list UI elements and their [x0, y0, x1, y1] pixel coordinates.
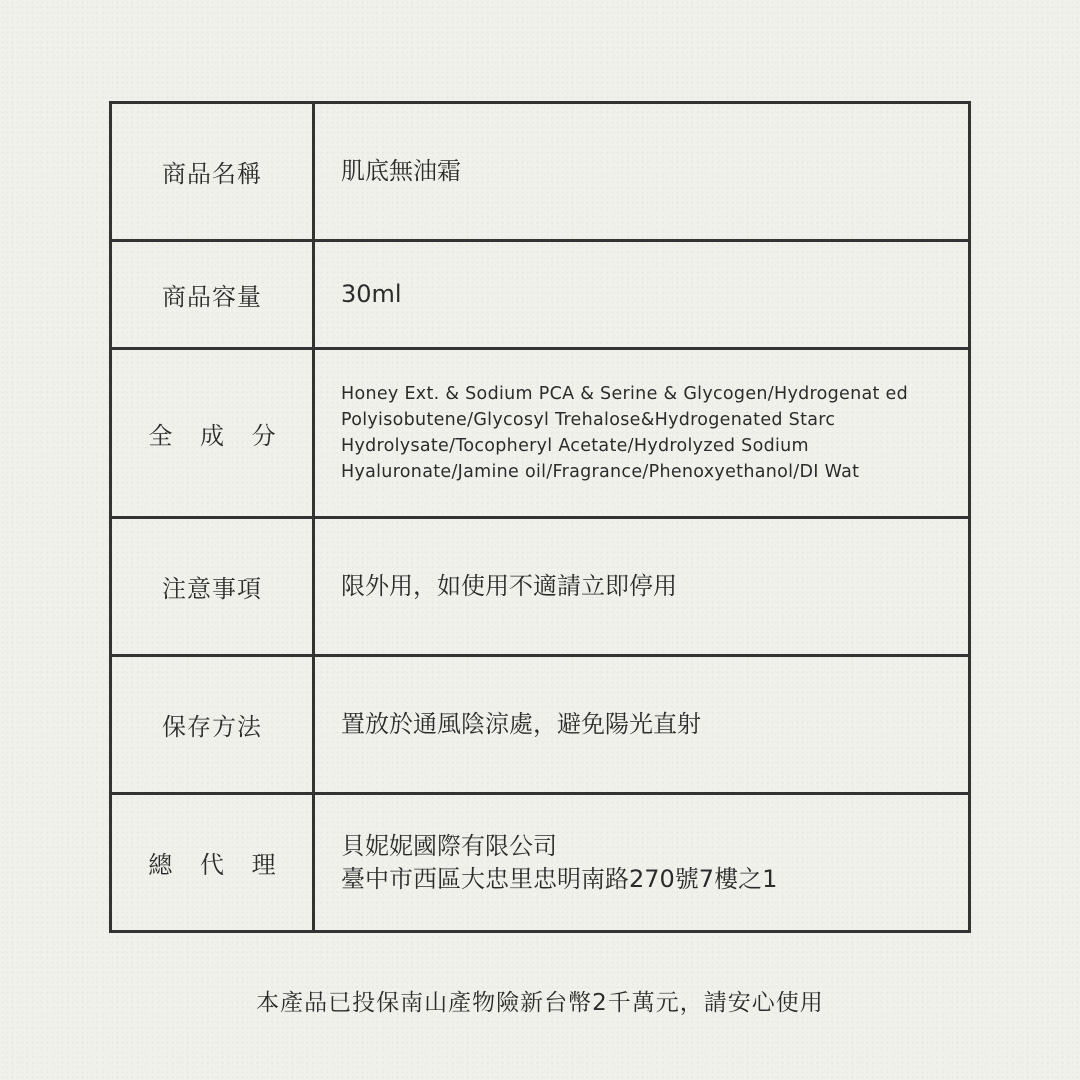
table-row-product-name — [111, 103, 970, 241]
volume-value: 30ml — [314, 241, 970, 349]
table-row-volume — [111, 241, 970, 349]
table-row-ingredients — [111, 349, 970, 518]
distributor-address: 臺中市西區大忠里忠明南路270號7樓之1 — [341, 864, 778, 893]
row-label: 保存方法 — [111, 656, 314, 794]
table-row-storage — [111, 656, 970, 794]
product-name-value: 肌底無油霜 — [314, 103, 970, 241]
distributor-value — [314, 794, 970, 932]
row-label: 商品容量 — [111, 241, 314, 349]
row-label: 總 代 理 — [111, 794, 314, 932]
table-row-precautions — [111, 518, 970, 656]
storage-value: 置放於通風陰涼處，避免陽光直射 — [314, 656, 970, 794]
distributor-company: 貝妮妮國際有限公司 — [341, 832, 557, 861]
row-label: 注意事項 — [111, 518, 314, 656]
precautions-value: 限外用，如使用不適請立即停用 — [314, 518, 970, 656]
product-info-table — [109, 101, 971, 933]
ingredients-value: Honey Ext. & Sodium PCA & Serine & Glycogen/Hydrogenat ed Polyisobutene/Glycosyl Trehalose&Hydrogenated Starc Hydrolysate/Tocopheryl Acetate/Hydrolyzed Sodium Hyaluronate/Jamine oil/Fragrance/Phenoxyethanol/DI Wat — [314, 349, 970, 518]
row-label: 全 成 分 — [111, 349, 314, 518]
insurance-note: 本產品已投保南山產物險新台幣2千萬元，請安心使用 — [256, 990, 824, 1016]
table-row-distributor — [111, 794, 970, 932]
row-label: 商品名稱 — [111, 103, 314, 241]
